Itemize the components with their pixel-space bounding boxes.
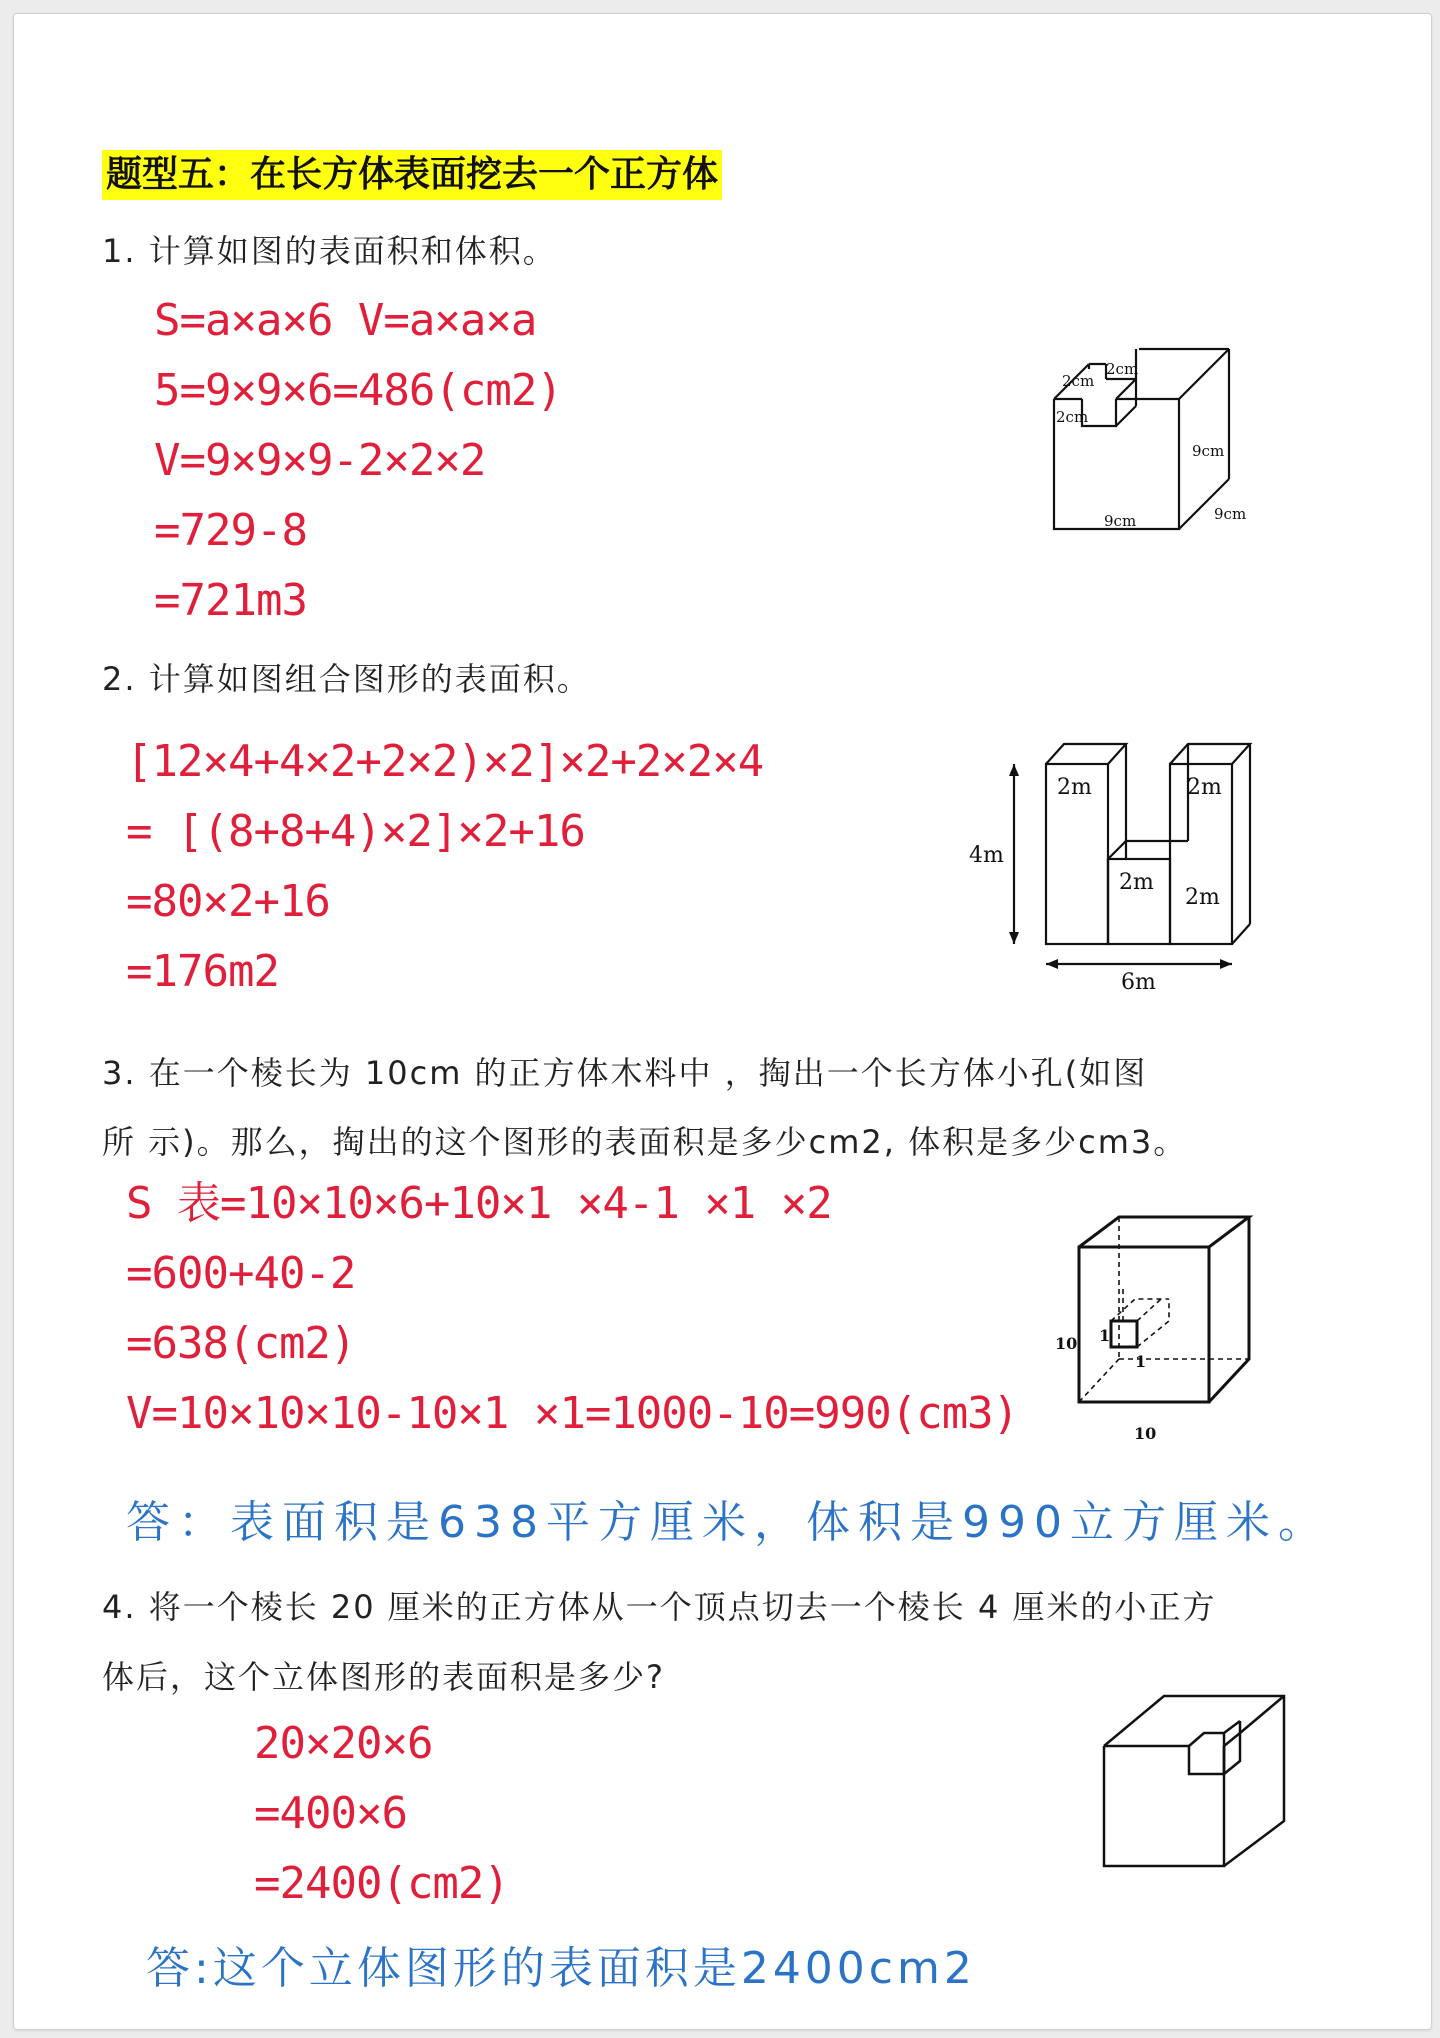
work-line: =176m2 [126, 946, 279, 997]
dim-label: 1 [1099, 1326, 1111, 1345]
work-line: =721m3 [154, 575, 307, 626]
work-line: V=9×9×9-2×2×2 [154, 435, 486, 486]
dim-label: 10 [1134, 1424, 1157, 1443]
dim-label: 9cm [1104, 512, 1137, 530]
problem-4-question-line-2: 体后，这个立体图形的表面积是多少? [102, 1658, 665, 1696]
cube-with-hole-figure [1039, 1209, 1269, 1449]
problem-3-question-line-1: 3. 在一个棱长为 10cm 的正方体木料中 ，掏出一个长方体小孔(如图 [102, 1054, 1148, 1092]
dim-label: 9cm [1192, 442, 1225, 460]
work-line: S=a×a×6 V=a×a×a [154, 295, 537, 346]
dim-label: 2cm [1062, 372, 1095, 390]
dim-label: 10 [1055, 1334, 1078, 1353]
work-line: [12×4+4×2+2×2)×2]×2+2×2×4 [126, 736, 764, 787]
dim-label: 6m [1121, 970, 1156, 994]
work-line: =2400(cm2) [254, 1858, 509, 1909]
problem-4-question-line-1: 4. 将一个棱长 20 厘米的正方体从一个顶点切去一个棱长 4 厘米的小正方 [102, 1588, 1217, 1626]
problem-3-answer: 答：表面积是638平方厘米，体积是990立方厘米。 [126, 1497, 1330, 1548]
work-line: 5=9×9×6=486(cm2) [154, 365, 562, 416]
work-line: S 表=10×10×6+10×1 ×4-1 ×1 ×2 [126, 1178, 832, 1229]
work-line: =400×6 [254, 1788, 407, 1839]
work-line: =638(cm2) [126, 1318, 356, 1369]
problem-2-question: 2. 计算如图组合图形的表面积。 [102, 660, 591, 698]
work-line: =600+40-2 [126, 1248, 356, 1299]
dim-label: 2m [1187, 775, 1222, 800]
problem-3-work [126, 1169, 1018, 1449]
problem-1-work [154, 286, 562, 636]
work-line: = [(8+8+4)×2]×2+16 [126, 806, 585, 857]
section-heading: 题型五：在长方体表面挖去一个正方体 [102, 150, 722, 200]
dim-label: 9cm [1214, 505, 1247, 523]
worksheet-page [13, 13, 1432, 2030]
dim-label: 4m [969, 843, 1004, 868]
problem-1-question: 1. 计算如图的表面积和体积。 [102, 232, 557, 270]
cube-corner-cut-figure [1094, 1686, 1304, 1886]
problem-2-work [126, 727, 763, 1007]
dim-label: 2cm [1106, 360, 1139, 378]
work-line: =80×2+16 [126, 876, 330, 927]
work-line: 20×20×6 [254, 1718, 433, 1769]
problem-4-answer: 答:这个立体图形的表面积是2400cm2 [146, 1943, 976, 1994]
problem-4-work [254, 1709, 509, 1919]
dim-label: 2cm [1056, 408, 1089, 426]
dim-label: 1 [1135, 1352, 1147, 1371]
cube-with-notch-figure [1044, 344, 1264, 534]
work-line: V=10×10×10-10×1 ×1=1000-10=990(cm3) [126, 1388, 1019, 1439]
u-shaped-block-figure [969, 734, 1259, 994]
problem-3-question-line-2: 所 示)。那么，掏出的这个图形的表面积是多少cm2, 体积是多少cm3。 [102, 1123, 1188, 1161]
work-line: =729-8 [154, 505, 307, 556]
dim-label: 2m [1185, 885, 1220, 910]
dim-label: 2m [1057, 775, 1092, 800]
dim-label: 2m [1119, 870, 1154, 895]
